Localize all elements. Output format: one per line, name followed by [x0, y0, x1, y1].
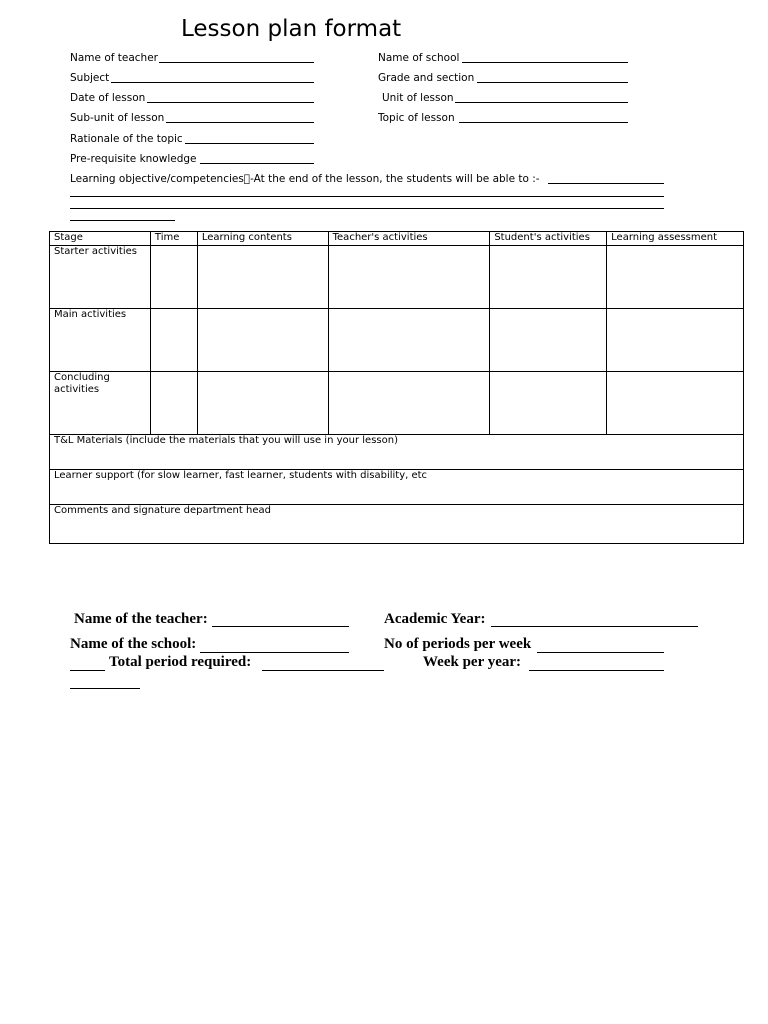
field-line-unit-of-lesson[interactable] — [455, 102, 628, 103]
footer-periods-line[interactable] — [537, 652, 664, 653]
materials-cell[interactable]: T&L Materials (include the materials that you will use in your lesson) — [50, 434, 744, 469]
table-row-comments — [50, 504, 744, 543]
table-row-materials — [50, 434, 744, 469]
footer-week-per-year-label: Week per year: — [423, 654, 522, 670]
cell-learning-contents[interactable] — [197, 245, 328, 308]
table-row-learner-support — [50, 469, 744, 504]
objective-line-3[interactable] — [70, 208, 664, 209]
footer-week-per-year-line[interactable] — [529, 670, 664, 671]
footer-school-line[interactable] — [200, 652, 349, 653]
comments-cell[interactable]: Comments and signature department head — [50, 504, 744, 543]
field-label-sub-unit: Sub-unit of lesson — [70, 112, 165, 124]
field-line-rationale[interactable] — [185, 143, 314, 144]
cell-student-activities[interactable] — [490, 371, 607, 434]
footer-academic-year-line[interactable] — [491, 626, 698, 627]
field-label-topic-of-lesson: Topic of lesson — [378, 112, 455, 124]
objective-line-2[interactable] — [70, 196, 664, 197]
stage-concluding: Concluding activities — [50, 371, 151, 434]
field-line-name-of-teacher[interactable] — [159, 62, 314, 63]
footer-periods-line-cont[interactable] — [70, 670, 105, 671]
objective-line-1[interactable] — [548, 183, 664, 184]
cell-time[interactable] — [150, 371, 197, 434]
field-label-prerequisite: Pre-requisite knowledge — [70, 153, 197, 165]
cell-learning-assessment[interactable] — [607, 371, 744, 434]
footer-week-per-year-line-cont[interactable] — [70, 688, 140, 689]
footer-teacher-label: Name of the teacher: — [74, 611, 208, 627]
field-label-subject: Subject — [70, 72, 110, 84]
learner-support-cell[interactable]: Learner support (for slow learner, fast learner, students with disability, etc — [50, 469, 744, 504]
field-line-grade-section[interactable] — [477, 82, 628, 83]
objective-label: Learning objective/competencies -At the end of the lesson, the students will be able to :- — [70, 173, 540, 185]
cell-student-activities[interactable] — [490, 308, 607, 371]
page-title: Lesson plan format — [181, 16, 402, 42]
header-student-activities: Student's activities — [490, 232, 607, 246]
field-label-grade-section: Grade and section — [378, 72, 475, 84]
cell-learning-contents[interactable] — [197, 308, 328, 371]
table-row — [50, 308, 744, 371]
objective-line-4[interactable] — [70, 220, 175, 221]
cell-time[interactable] — [150, 245, 197, 308]
field-line-date-of-lesson[interactable] — [147, 102, 314, 103]
cell-teacher-activities[interactable] — [328, 245, 490, 308]
cell-learning-assessment[interactable] — [607, 308, 744, 371]
cell-learning-assessment[interactable] — [607, 245, 744, 308]
footer-periods-label: No of periods per week — [384, 636, 532, 652]
header-teacher-activities: Teacher's activities — [328, 232, 490, 246]
field-line-sub-unit[interactable] — [166, 122, 314, 123]
footer-teacher-line[interactable] — [212, 626, 349, 627]
footer-total-period-line[interactable] — [262, 670, 384, 671]
field-line-name-of-school[interactable] — [462, 62, 628, 63]
table-row — [50, 245, 744, 308]
stage-main: Main activities — [50, 308, 151, 371]
cell-teacher-activities[interactable] — [328, 371, 490, 434]
field-label-date-of-lesson: Date of lesson — [70, 92, 146, 104]
lesson-table — [49, 231, 744, 544]
stage-starter: Starter activities — [50, 245, 151, 308]
cell-learning-contents[interactable] — [197, 371, 328, 434]
header-learning-assessment: Learning assessment — [607, 232, 744, 246]
footer-academic-year-label: Academic Year: — [384, 611, 486, 627]
field-label-unit-of-lesson: Unit of lesson — [382, 92, 454, 104]
field-line-topic-of-lesson[interactable] — [459, 122, 628, 123]
cell-student-activities[interactable] — [490, 245, 607, 308]
header-learning-contents: Learning contents — [197, 232, 328, 246]
cell-time[interactable] — [150, 308, 197, 371]
header-time: Time — [150, 232, 197, 246]
cell-teacher-activities[interactable] — [328, 308, 490, 371]
footer-school-label: Name of the school: — [70, 636, 197, 652]
field-label-name-of-school: Name of school — [378, 52, 460, 64]
field-label-name-of-teacher: Name of teacher — [70, 52, 158, 64]
field-label-rationale: Rationale of the topic — [70, 133, 183, 145]
header-stage: Stage — [50, 232, 151, 246]
table-header-row — [50, 232, 744, 246]
field-line-prerequisite[interactable] — [200, 163, 314, 164]
table-row — [50, 371, 744, 434]
field-line-subject[interactable] — [111, 82, 314, 83]
footer-total-period-label: Total period required: — [109, 654, 252, 670]
